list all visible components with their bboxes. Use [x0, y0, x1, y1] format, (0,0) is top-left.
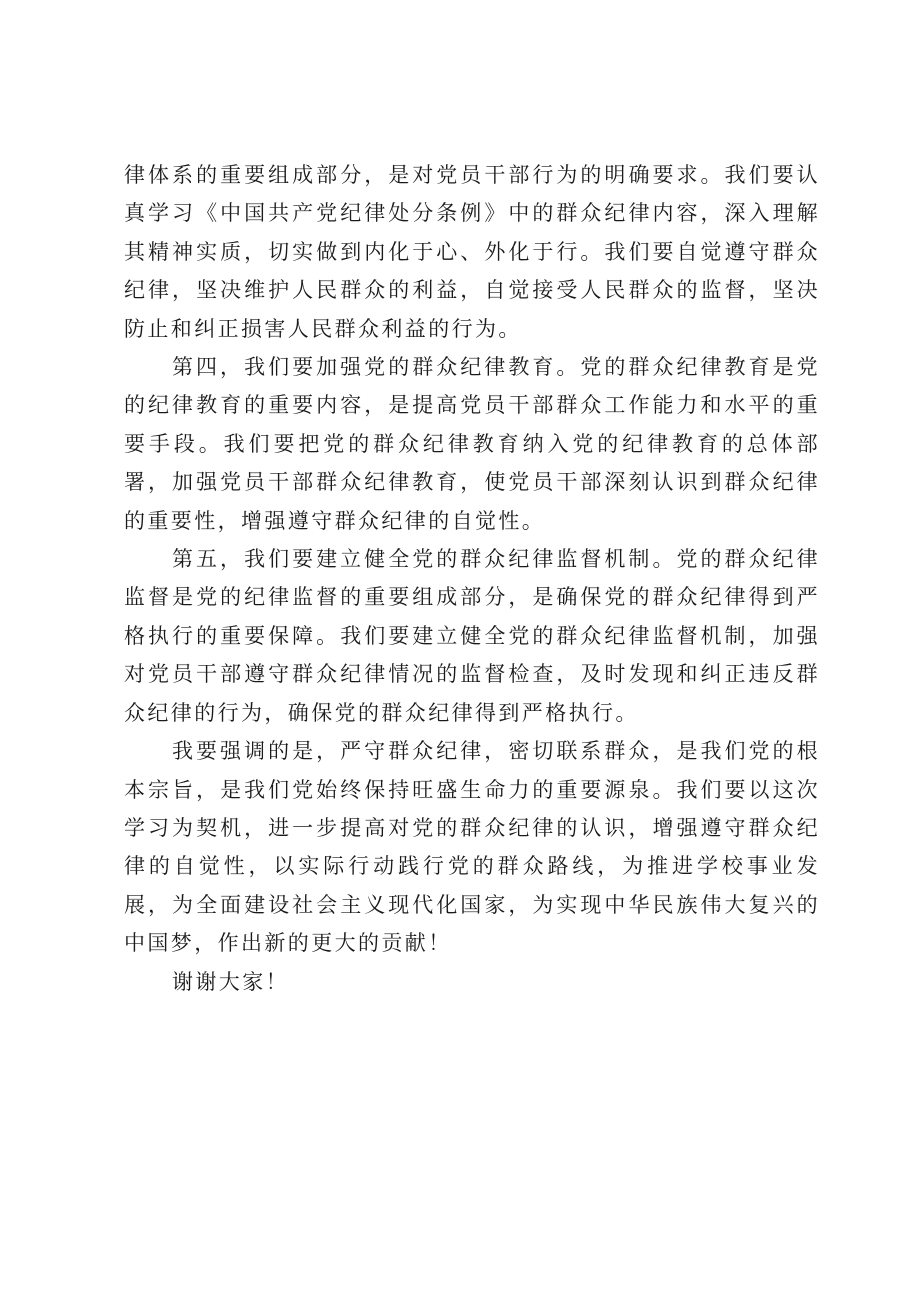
- paragraph-1: 律体系的重要组成部分，是对党员干部行为的明确要求。我们要认真学习《中国共产党纪律处分条例》中的群众纪律内容，深入理解其精神实质，切实做到内化于心、外化于行。我们要自觉遵守群众纪律，坚决维护人民群众的利益，自觉接受人民群众的监督，坚决防止和纠正损害人民群众利益的行为。: [124, 163, 820, 341]
- paragraph-2: 第四，我们要加强党的群众纪律教育。党的群众纪律教育是党的纪律教育的重要内容，是提高党员干部群众工作能力和水平的重要手段。我们要把党的群众纪律教育纳入党的纪律教育的总体部署，加强党员干部群众纪律教育，使党员干部深刻认识到群众纪律的重要性，增强遵守群众纪律的自觉性。: [124, 355, 820, 533]
- paragraph-3: 第五，我们要建立健全党的群众纪律监督机制。党的群众纪律监督是党的纪律监督的重要组成部分，是确保党的群众纪律得到严格执行的重要保障。我们要建立健全党的群众纪律监督机制，加强对党员干部遵守群众纪律情况的监督检查，及时发现和纠正违反群众纪律的行为，确保党的群众纪律得到严格执行。: [124, 547, 820, 725]
- document-body: [124, 156, 820, 1001]
- paragraph-4: 我要强调的是，严守群众纪律，密切联系群众，是我们党的根本宗旨，是我们党始终保持旺盛生命力的重要源泉。我们要以这次学习为契机，进一步提高对党的群众纪律的认识，增强遵守群众纪律的自觉性，以实际行动践行党的群众路线，为推进学校事业发展，为全面建设社会主义现代化国家，为实现中华民族伟大复兴的中国梦，作出新的更大的贡献！: [124, 739, 820, 956]
- paragraph-5: 谢谢大家！: [172, 969, 289, 994]
